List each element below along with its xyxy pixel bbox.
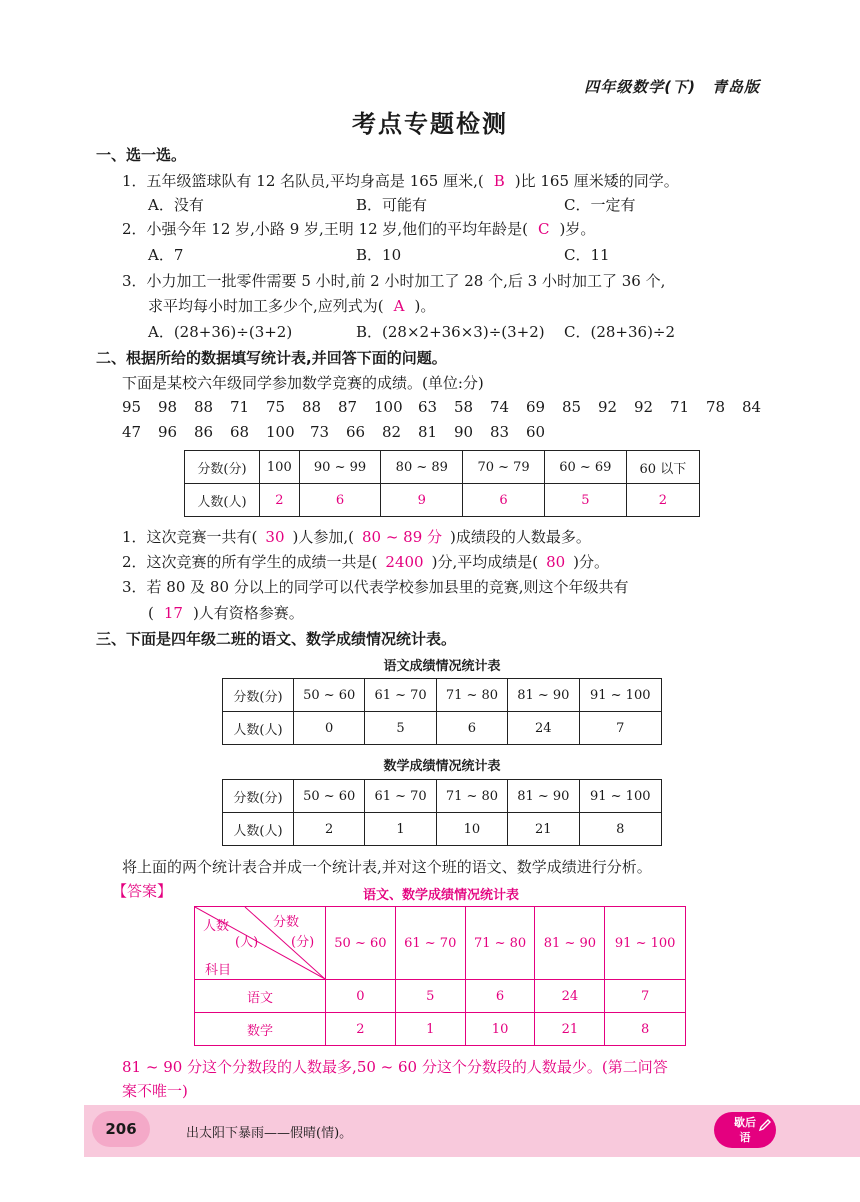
table-cell: 50 ~ 60 <box>326 907 396 980</box>
table-cell: 21 <box>508 813 579 846</box>
table-cell: 70 ~ 79 <box>463 451 545 484</box>
table-cell: 71 ~ 80 <box>436 780 507 813</box>
pencil-icon <box>758 1118 772 1132</box>
answer-tag: 【答案】 <box>112 882 173 900</box>
table-cell: 61 ~ 70 <box>365 679 436 712</box>
table-cell: 语文 <box>195 980 326 1013</box>
table-cell: 1 <box>395 1013 465 1046</box>
table-cell: 50 ~ 60 <box>294 780 365 813</box>
merged-score-table <box>194 906 686 1046</box>
table-cell: 7 <box>579 712 662 745</box>
question-1-1: 1．五年级篮球队有 12 名队员,平均身高是 165 厘米,( B )比 165 厘米矮的同学。 <box>122 172 679 190</box>
question-1-3-line2: 求平均每小时加工多少个,应列式为( A )。 <box>148 297 436 315</box>
options-1-2: A．7 B．10 C．11 <box>148 246 610 264</box>
table-cell: 5 <box>544 484 626 517</box>
page-header: 四年级数学(下) 青岛版 <box>584 78 760 96</box>
diagonal-header-cell: 人数 (人) 分数 (分) 科目 <box>195 907 326 980</box>
table-cell: 60 ~ 69 <box>544 451 626 484</box>
answer: A <box>393 297 405 315</box>
table-cell: 8 <box>579 813 662 846</box>
table-cell: 6 <box>299 484 381 517</box>
chinese-score-table <box>222 678 662 745</box>
table-cell: 人数(人) <box>223 813 294 846</box>
table-cell: 81 ~ 90 <box>508 780 579 813</box>
table-cell: 80 ~ 89 <box>381 451 463 484</box>
options-1-1: A．没有 B．可能有 C．一定有 <box>148 196 636 214</box>
table-cell: 1 <box>365 813 436 846</box>
question-2-1: 1．这次竞赛一共有( 30 )人参加,( 80 ~ 89 分 )成绩段的人数最多。 <box>122 528 591 546</box>
question-2-3-line2: ( 17 )人有资格参赛。 <box>148 604 304 622</box>
table-cell: 24 <box>508 712 579 745</box>
table-cell: 2 <box>260 484 300 517</box>
merge-instruction: 将上面的两个统计表合并成一个统计表,并对这个班的语文、数学成绩进行分析。 <box>122 858 652 876</box>
section-2-intro: 下面是某校六年级同学参加数学竞赛的成绩。(单位:分) <box>122 374 484 392</box>
table-cell: 24 <box>535 980 605 1013</box>
table-cell: 6 <box>465 980 535 1013</box>
table-cell: 8 <box>605 1013 686 1046</box>
question-1-3-line1: 3．小力加工一批零件需要 5 小时,前 2 小时加工了 28 个,后 3 小时加工了 36 个, <box>122 272 666 290</box>
footer-riddle: 出太阳下暴雨——假晴(情)。 <box>186 1126 353 1141</box>
table-cell: 0 <box>326 980 396 1013</box>
table-cell: 2 <box>626 484 699 517</box>
table-cell: 5 <box>395 980 465 1013</box>
answer: C <box>538 220 550 238</box>
table-cell: 81 ~ 90 <box>535 907 605 980</box>
xiehouyu-badge: 歇后 语 <box>714 1112 776 1148</box>
table-cell: 7 <box>605 980 686 1013</box>
table-cell: 81 ~ 90 <box>508 679 579 712</box>
answer: B <box>493 172 505 190</box>
table-cell: 6 <box>436 712 507 745</box>
table-cell: 分数(分) <box>185 451 260 484</box>
table-cell: 91 ~ 100 <box>579 679 662 712</box>
table-cell: 71 ~ 80 <box>436 679 507 712</box>
section-3-heading: 三、下面是四年级二班的语文、数学成绩情况统计表。 <box>96 630 457 648</box>
table-cell: 61 ~ 70 <box>395 907 465 980</box>
table-cell: 60 以下 <box>626 451 699 484</box>
question-2-3-line1: 3．若 80 及 80 分以上的同学可以代表学校参加县里的竞赛,则这个年级共有 <box>122 578 629 596</box>
table-cell: 21 <box>535 1013 605 1046</box>
table-cell: 10 <box>465 1013 535 1046</box>
table-cell: 人数(人) <box>185 484 260 517</box>
table-cell: 100 <box>260 451 300 484</box>
math-table-caption: 数学成绩情况统计表 <box>383 759 501 774</box>
score-distribution-table <box>184 450 700 517</box>
table-cell: 分数(分) <box>223 780 294 813</box>
merged-table-caption: 语文、数学成绩情况统计表 <box>362 888 519 903</box>
table-cell: 61 ~ 70 <box>365 780 436 813</box>
table-cell: 数学 <box>195 1013 326 1046</box>
table-cell: 2 <box>294 813 365 846</box>
section-2-heading: 二、根据所给的数据填写统计表,并回答下面的问题。 <box>96 349 447 367</box>
table-cell: 2 <box>326 1013 396 1046</box>
question-1-2: 2．小强今年 12 岁,小路 9 岁,王明 12 岁,他们的平均年龄是( C )岁。 <box>122 220 596 238</box>
table-cell: 9 <box>381 484 463 517</box>
table-cell: 分数(分) <box>223 679 294 712</box>
table-cell: 5 <box>365 712 436 745</box>
options-1-3: A．(28+36)÷(3+2) B．(28×2+36×3)÷(3+2) C．(28+36)÷2 <box>148 323 676 341</box>
table-cell: 50 ~ 60 <box>294 679 365 712</box>
table-cell: 6 <box>463 484 545 517</box>
table-cell: 0 <box>294 712 365 745</box>
question-2-2: 2．这次竞赛的所有学生的成绩一共是( 2400 )分,平均成绩是( 80 )分。 <box>122 553 610 571</box>
table-cell: 90 ~ 99 <box>299 451 381 484</box>
page-title: 考点专题检测 <box>352 109 508 138</box>
table-cell: 人数(人) <box>223 712 294 745</box>
section-1-heading: 一、选一选。 <box>96 146 187 164</box>
table-cell: 91 ~ 100 <box>605 907 686 980</box>
math-score-table <box>222 779 662 846</box>
page-number: 206 <box>92 1111 150 1147</box>
table-cell: 71 ~ 80 <box>465 907 535 980</box>
table-cell: 10 <box>436 813 507 846</box>
analysis-line-2: 案不唯一) <box>122 1082 188 1100</box>
chinese-table-caption: 语文成绩情况统计表 <box>383 659 501 674</box>
table-cell: 91 ~ 100 <box>579 780 662 813</box>
analysis-line-1: 81 ~ 90 分这个分数段的人数最多,50 ~ 60 分这个分数段的人数最少。(第二问答 <box>122 1058 668 1076</box>
